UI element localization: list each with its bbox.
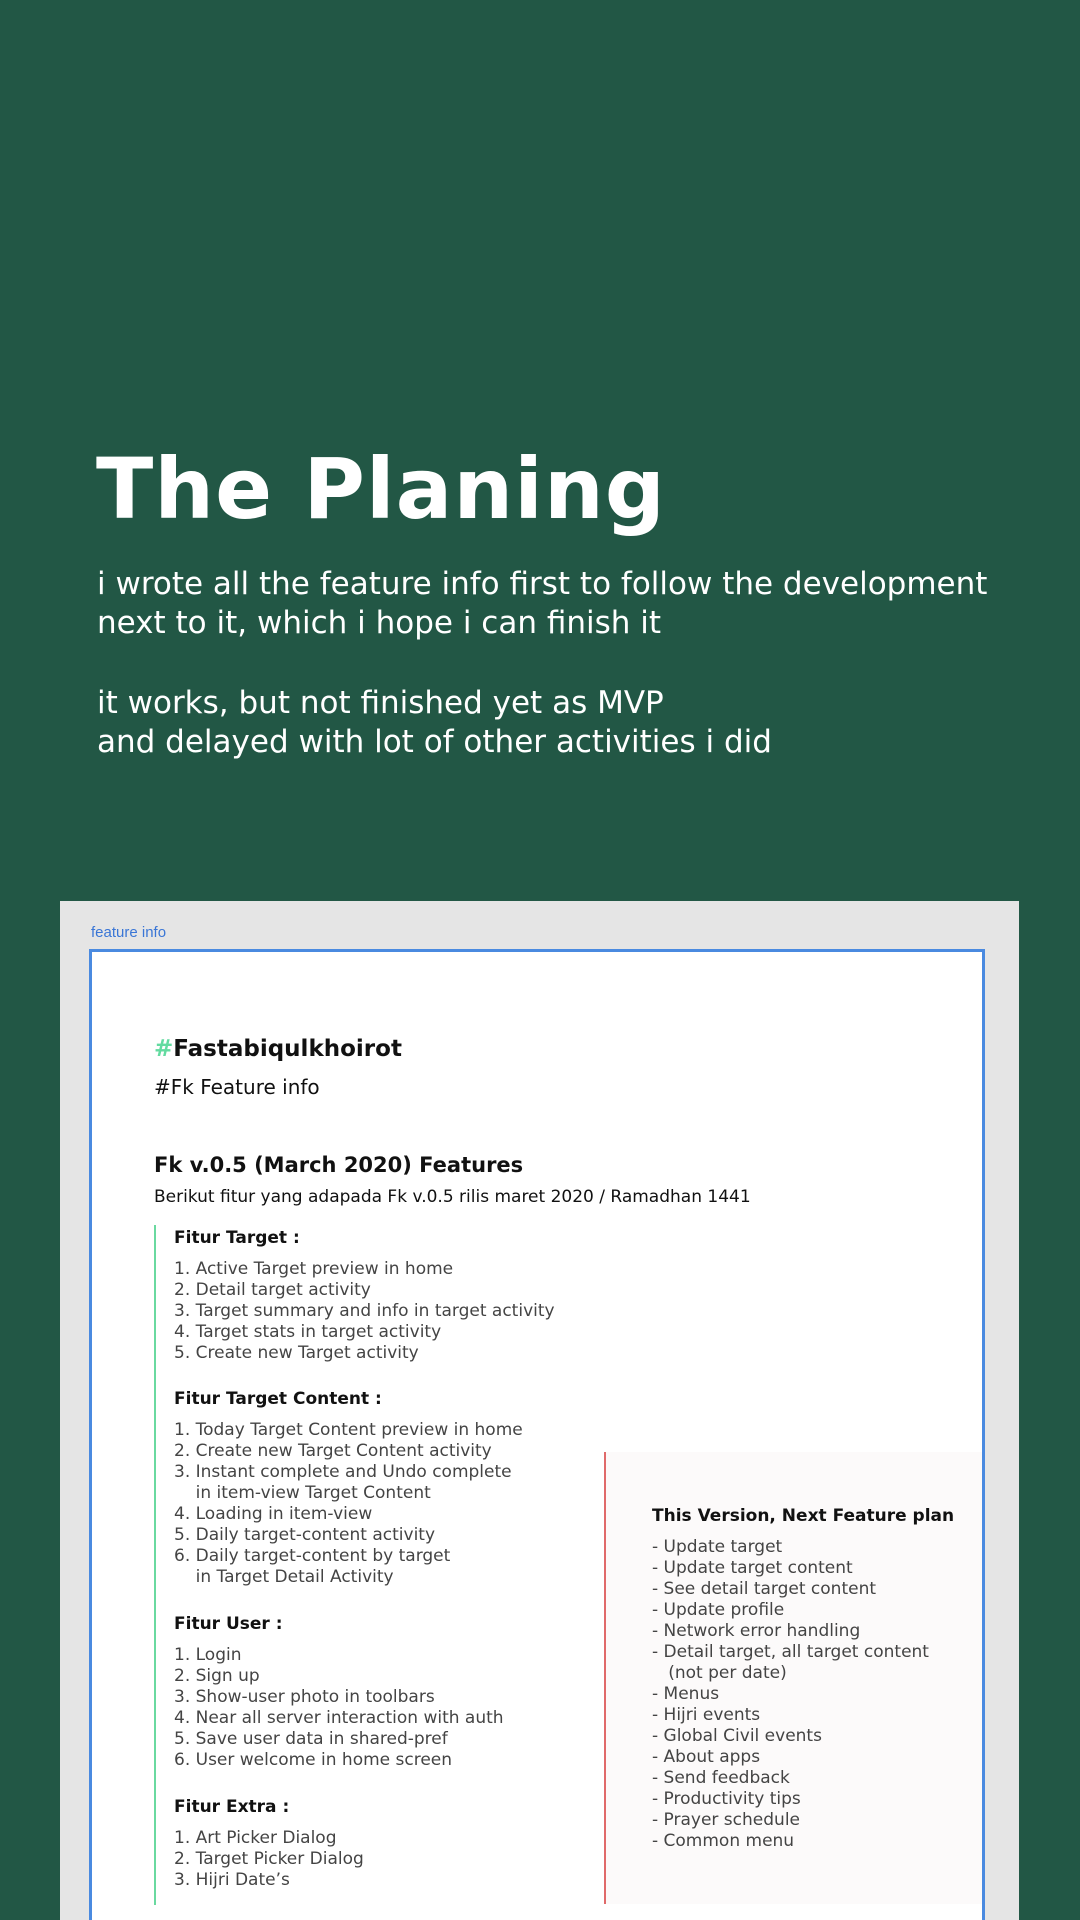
list-item: 1. Art Picker Dialog (174, 1828, 337, 1848)
list-item: 2. Detail target activity (174, 1280, 371, 1300)
list-item: - Productivity tips (652, 1789, 801, 1809)
brand-name: Fastabiqulkhoirot (173, 1036, 402, 1062)
list-item: 4. Target stats in target activity (174, 1322, 442, 1342)
list-item: in Target Detail Activity (174, 1567, 394, 1587)
feature-document[interactable] (89, 949, 985, 1920)
list-item: - Menus (652, 1684, 720, 1704)
list-item: 1. Active Target preview in home (174, 1259, 454, 1279)
list-item: 2. Target Picker Dialog (174, 1849, 364, 1869)
section-title: This Version, Next Feature plan (652, 1506, 955, 1526)
list-item: 5. Save user data in shared-pref (174, 1729, 448, 1749)
list-item: - Detail target, all target content (652, 1642, 929, 1662)
list-item: - About apps (652, 1747, 761, 1767)
section-title: Fitur Target : (174, 1228, 300, 1248)
list-item: 5. Daily target-content activity (174, 1525, 436, 1545)
design-frame (60, 901, 1019, 1920)
hero-line: i wrote all the feature info first to follow the development (97, 566, 988, 602)
list-item: - Send feedback (652, 1768, 790, 1788)
list-item: in item-view Target Content (174, 1483, 431, 1503)
list-item: 5. Create new Target activity (174, 1343, 419, 1363)
section-fitur-extra (174, 1797, 364, 1891)
plan-divider (604, 1452, 606, 1904)
version-description: Berikut fitur yang adapada Fk v.0.5 rilis maret 2020 / Ramadhan 1441 (154, 1187, 751, 1207)
version-title: Fk v.0.5 (March 2020) Features (154, 1153, 524, 1177)
hero-paragraph-2 (97, 684, 1057, 762)
frame-label[interactable]: feature info (91, 924, 167, 941)
list-item: 2. Sign up (174, 1666, 260, 1686)
list-item: - See detail target content (652, 1579, 877, 1599)
list-item: - Network error handling (652, 1621, 861, 1641)
list-item: 6. User welcome in home screen (174, 1750, 453, 1770)
hero-line: next to it, which i hope i can finish it (97, 605, 662, 641)
list-item: 4. Loading in item-view (174, 1504, 373, 1524)
section-title: Fitur Target Content : (174, 1389, 382, 1409)
list-item: 3. Target summary and info in target activity (174, 1301, 555, 1321)
list-item: 3. Show-user photo in toolbars (174, 1687, 435, 1707)
list-item: - Update target (652, 1537, 783, 1557)
section-title: Fitur User : (174, 1614, 283, 1634)
hero-paragraph-1 (97, 565, 1057, 643)
list-item: 4. Near all server interaction with auth (174, 1708, 504, 1728)
list-item: 6. Daily target-content by target (174, 1546, 451, 1566)
list-item: - Update profile (652, 1600, 785, 1620)
list-item: - Update target content (652, 1558, 853, 1578)
section-title: Fitur Extra : (174, 1797, 290, 1817)
list-item: 3. Hijri Date’s (174, 1870, 290, 1890)
list-item: - Common menu (652, 1831, 795, 1851)
section-next-feature-plan (652, 1506, 954, 1852)
list-item: - Global Civil events (652, 1726, 822, 1746)
list-item: 3. Instant complete and Undo complete (174, 1462, 512, 1482)
brand-hash: # (154, 1036, 174, 1062)
list-item: 2. Create new Target Content activity (174, 1441, 492, 1461)
section-fitur-target-content (174, 1389, 523, 1588)
hero-line: and delayed with lot of other activities i did (97, 724, 772, 760)
list-item: - Prayer schedule (652, 1810, 800, 1830)
brand-title (154, 1036, 402, 1062)
list-item: 1. Login (174, 1645, 242, 1665)
hero-title: The Planing (96, 440, 666, 538)
list-item: 1. Today Target Content preview in home (174, 1420, 523, 1440)
list-item: - Hijri events (652, 1705, 761, 1725)
hero-line: it works, but not finished yet as MVP (97, 685, 664, 721)
section-fitur-user (174, 1614, 504, 1771)
section-fitur-target (174, 1228, 555, 1364)
features-divider (154, 1225, 156, 1905)
doc-subtitle: #Fk Feature info (154, 1075, 320, 1099)
list-item: (not per date) (652, 1663, 787, 1683)
